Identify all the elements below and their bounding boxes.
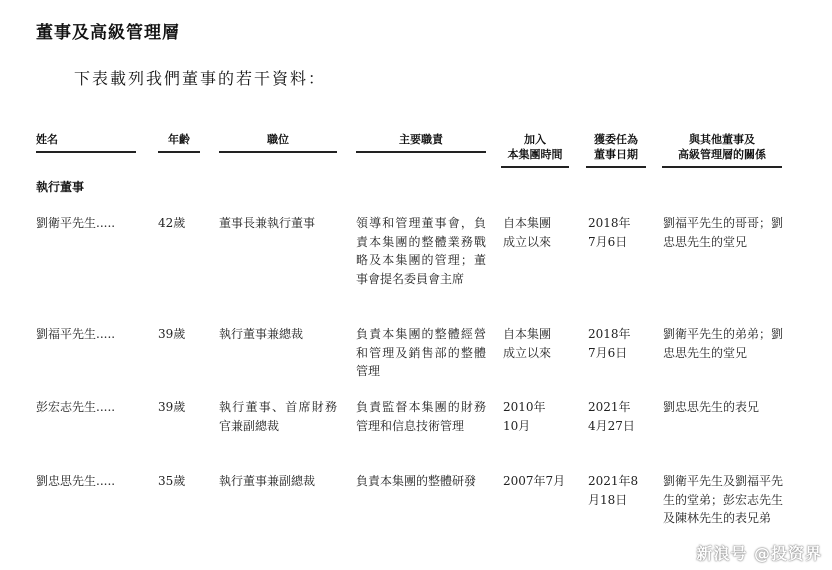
row-2-name: 彭宏志先生..... [36,400,116,414]
row-3-joined: 2007年7月 [503,474,566,488]
row-3-duties: 負責本集團的整體研發 [356,474,477,488]
col-header-age [158,132,200,153]
col-header-joined-label: 加入 本集團時間 [507,133,563,161]
col-header-position [219,132,337,153]
row-2-relation: 劉忠思先生的表兄 [663,400,760,414]
col-header-position-label: 職位 [267,133,289,146]
row-3-relation: 劉衛平先生及劉福平先生的堂弟；彭宏志先生及陳林先生的表兄弟 [663,474,784,525]
row-0-position: 董事長兼執行董事 [219,216,316,230]
col-header-relation-label: 與其他董事及 高級管理層的關係 [678,133,766,161]
col-header-relation [662,117,782,168]
col-header-appointed [586,117,646,168]
row-3-position: 執行董事兼副總裁 [219,474,316,488]
row-1-age: 39歲 [158,327,186,341]
row-1-position: 執行董事兼總裁 [219,327,304,341]
row-2-appointed: 2021年 4月27日 [588,400,635,433]
row-3-name: 劉忠思先生..... [36,474,116,488]
row-1-joined: 自本集團 成立以來 [503,327,552,360]
section-label-executive-directors: 執行董事 [36,180,85,194]
col-header-duties-label: 主要職責 [399,133,443,146]
col-header-age-label: 年齡 [168,133,190,146]
row-2-position: 執行董事、首席財務官兼副總裁 [219,400,337,433]
row-0-age: 42歲 [158,216,186,230]
row-1-duties: 負責本集團的整體經營和管理及銷售部的整體管理 [356,327,486,378]
row-1-relation: 劉衛平先生的弟弟；劉忠思先生的堂兄 [663,327,784,360]
col-header-name [36,132,136,153]
intro-text: 下表載列我們董事的若干資料： [74,69,327,88]
watermark: 新浪号 @投资界 [696,544,822,563]
col-header-duties [356,132,486,153]
row-3-age: 35歲 [158,474,186,488]
row-0-joined: 自本集團 成立以來 [503,216,552,249]
row-0-name: 劉衛平先生..... [36,216,116,230]
row-1-name: 劉福平先生..... [36,327,116,341]
col-header-appointed-label: 獲委任為 董事日期 [594,133,638,161]
row-0-relation: 劉福平先生的哥哥；劉忠思先生的堂兄 [663,216,784,249]
row-1-appointed: 2018年 7月6日 [588,327,631,360]
row-2-joined: 2010年 10月 [503,400,546,433]
row-2-duties: 負責監督本集團的財務管理和信息技術管理 [356,400,486,433]
row-0-appointed: 2018年 7月6日 [588,216,631,249]
row-0-duties: 領導和管理董事會，負責本集團的整體業務戰略及本集團的管理；董事會提名委員會主席 [356,216,486,286]
col-header-name-label: 姓名 [36,133,58,146]
row-3-appointed: 2021年8 月18日 [588,474,639,507]
page-title: 董事及高級管理層 [36,23,180,43]
col-header-joined [501,117,569,168]
row-2-age: 39歲 [158,400,186,414]
